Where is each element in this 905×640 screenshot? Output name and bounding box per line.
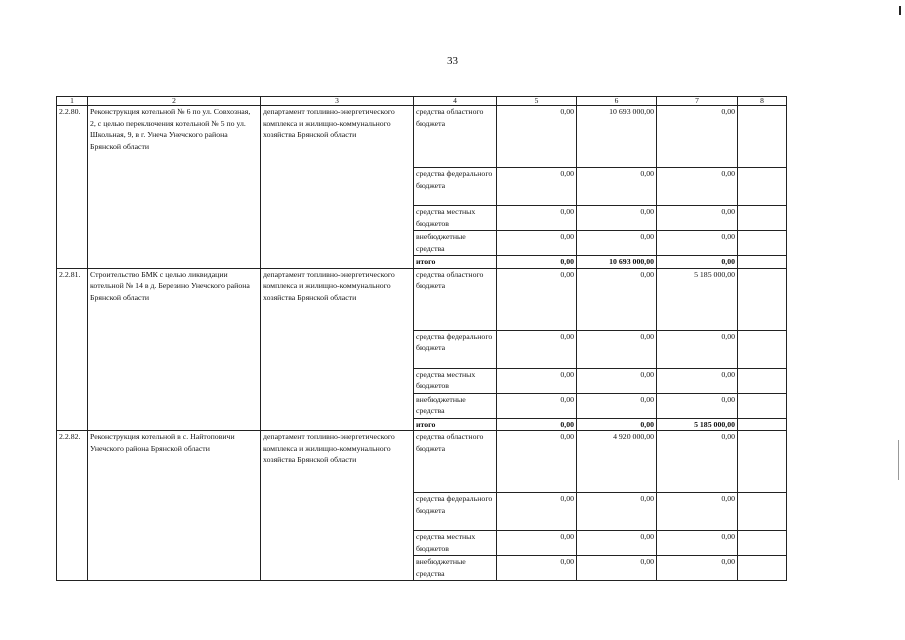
funding-source: итого bbox=[414, 256, 497, 269]
value-col6: 4 920 000,00 bbox=[577, 431, 657, 493]
value-col6: 0,00 bbox=[577, 268, 657, 330]
value-col7: 0,00 bbox=[657, 168, 738, 206]
value-col6: 0,00 bbox=[577, 231, 657, 256]
value-col6: 0,00 bbox=[577, 206, 657, 231]
value-col7: 0,00 bbox=[657, 531, 738, 556]
value-col7: 5 185 000,00 bbox=[657, 268, 738, 330]
value-col8 bbox=[738, 268, 787, 330]
value-col6: 0,00 bbox=[577, 168, 657, 206]
value-col6: 10 693 000,00 bbox=[577, 106, 657, 168]
value-col6: 0,00 bbox=[577, 418, 657, 431]
item-code: 2.2.80. bbox=[57, 106, 88, 269]
value-col6: 0,00 bbox=[577, 493, 657, 531]
value-col6: 0,00 bbox=[577, 393, 657, 418]
value-col7: 0,00 bbox=[657, 493, 738, 531]
value-col8 bbox=[738, 531, 787, 556]
header-cell: 6 bbox=[577, 97, 657, 106]
value-col8 bbox=[738, 206, 787, 231]
item-code: 2.2.82. bbox=[57, 431, 88, 581]
value-col5: 0,00 bbox=[497, 531, 577, 556]
value-col7: 0,00 bbox=[657, 231, 738, 256]
budget-table bbox=[56, 96, 787, 581]
value-col5: 0,00 bbox=[497, 256, 577, 269]
table-row bbox=[57, 106, 787, 168]
page-number: 33 bbox=[447, 55, 458, 67]
value-col6: 0,00 bbox=[577, 556, 657, 581]
item-department: департамент топливно-энергетического комплекса и жилищно-коммунального хозяйства Брянской области bbox=[261, 268, 414, 431]
value-col8 bbox=[738, 106, 787, 168]
value-col7: 0,00 bbox=[657, 368, 738, 393]
header-cell: 4 bbox=[414, 97, 497, 106]
value-col5: 0,00 bbox=[497, 231, 577, 256]
item-department: департамент топливно-энергетического комплекса и жилищно-коммунального хозяйства Брянской области bbox=[261, 431, 414, 581]
header-cell: 5 bbox=[497, 97, 577, 106]
value-col5: 0,00 bbox=[497, 556, 577, 581]
value-col5: 0,00 bbox=[497, 393, 577, 418]
item-department: департамент топливно-энергетического комплекса и жилищно-коммунального хозяйства Брянской области bbox=[261, 106, 414, 269]
funding-source: внебюджетные средства bbox=[414, 393, 497, 418]
item-name: Реконструкция котельной № 6 по ул. Совхозная, 2, с целью переключения котельной № 5 по ул. Школьная, 9, в г. Унеча Унечского района Брянской области bbox=[88, 106, 261, 269]
value-col5: 0,00 bbox=[497, 168, 577, 206]
value-col8 bbox=[738, 431, 787, 493]
header-cell: 3 bbox=[261, 97, 414, 106]
header-cell: 1 bbox=[57, 97, 88, 106]
scan-mark bbox=[898, 440, 899, 480]
value-col8 bbox=[738, 393, 787, 418]
value-col8 bbox=[738, 368, 787, 393]
value-col8 bbox=[738, 330, 787, 368]
value-col5: 0,00 bbox=[497, 106, 577, 168]
header-row bbox=[57, 97, 787, 106]
value-col7: 0,00 bbox=[657, 106, 738, 168]
item-code: 2.2.81. bbox=[57, 268, 88, 431]
value-col8 bbox=[738, 556, 787, 581]
value-col5: 0,00 bbox=[497, 493, 577, 531]
value-col7: 5 185 000,00 bbox=[657, 418, 738, 431]
value-col5: 0,00 bbox=[497, 206, 577, 231]
funding-source: средства федерального бюджета bbox=[414, 493, 497, 531]
table-row bbox=[57, 268, 787, 330]
value-col7: 0,00 bbox=[657, 556, 738, 581]
value-col8 bbox=[738, 256, 787, 269]
value-col7: 0,00 bbox=[657, 393, 738, 418]
value-col6: 0,00 bbox=[577, 531, 657, 556]
value-col5: 0,00 bbox=[497, 431, 577, 493]
header-cell: 2 bbox=[88, 97, 261, 106]
funding-source: средства местных бюджетов bbox=[414, 206, 497, 231]
value-col8 bbox=[738, 418, 787, 431]
value-col6: 0,00 bbox=[577, 330, 657, 368]
funding-source: средства федерального бюджета bbox=[414, 168, 497, 206]
item-name: Строительство БМК с целью ликвидации котельной № 14 в д. Березино Унечского района Брянской области bbox=[88, 268, 261, 431]
funding-source: средства местных бюджетов bbox=[414, 531, 497, 556]
funding-source: средства областного бюджета bbox=[414, 268, 497, 330]
scan-mark bbox=[899, 6, 901, 15]
value-col5: 0,00 bbox=[497, 418, 577, 431]
value-col8 bbox=[738, 231, 787, 256]
value-col6: 0,00 bbox=[577, 368, 657, 393]
funding-source: средства местных бюджетов bbox=[414, 368, 497, 393]
header-cell: 7 bbox=[657, 97, 738, 106]
value-col8 bbox=[738, 493, 787, 531]
funding-source: средства областного бюджета bbox=[414, 106, 497, 168]
funding-source: внебюджетные средства bbox=[414, 556, 497, 581]
value-col7: 0,00 bbox=[657, 256, 738, 269]
value-col5: 0,00 bbox=[497, 330, 577, 368]
value-col5: 0,00 bbox=[497, 368, 577, 393]
value-col7: 0,00 bbox=[657, 330, 738, 368]
item-name: Реконструкция котельной в с. Найтоповичи Унечского района Брянской области bbox=[88, 431, 261, 581]
funding-source: средства федерального бюджета bbox=[414, 330, 497, 368]
header-cell: 8 bbox=[738, 97, 787, 106]
funding-source: средства областного бюджета bbox=[414, 431, 497, 493]
table-row bbox=[57, 431, 787, 493]
funding-source: итого bbox=[414, 418, 497, 431]
value-col5: 0,00 bbox=[497, 268, 577, 330]
value-col8 bbox=[738, 168, 787, 206]
value-col6: 10 693 000,00 bbox=[577, 256, 657, 269]
value-col7: 0,00 bbox=[657, 431, 738, 493]
value-col7: 0,00 bbox=[657, 206, 738, 231]
funding-source: внебюджетные средства bbox=[414, 231, 497, 256]
